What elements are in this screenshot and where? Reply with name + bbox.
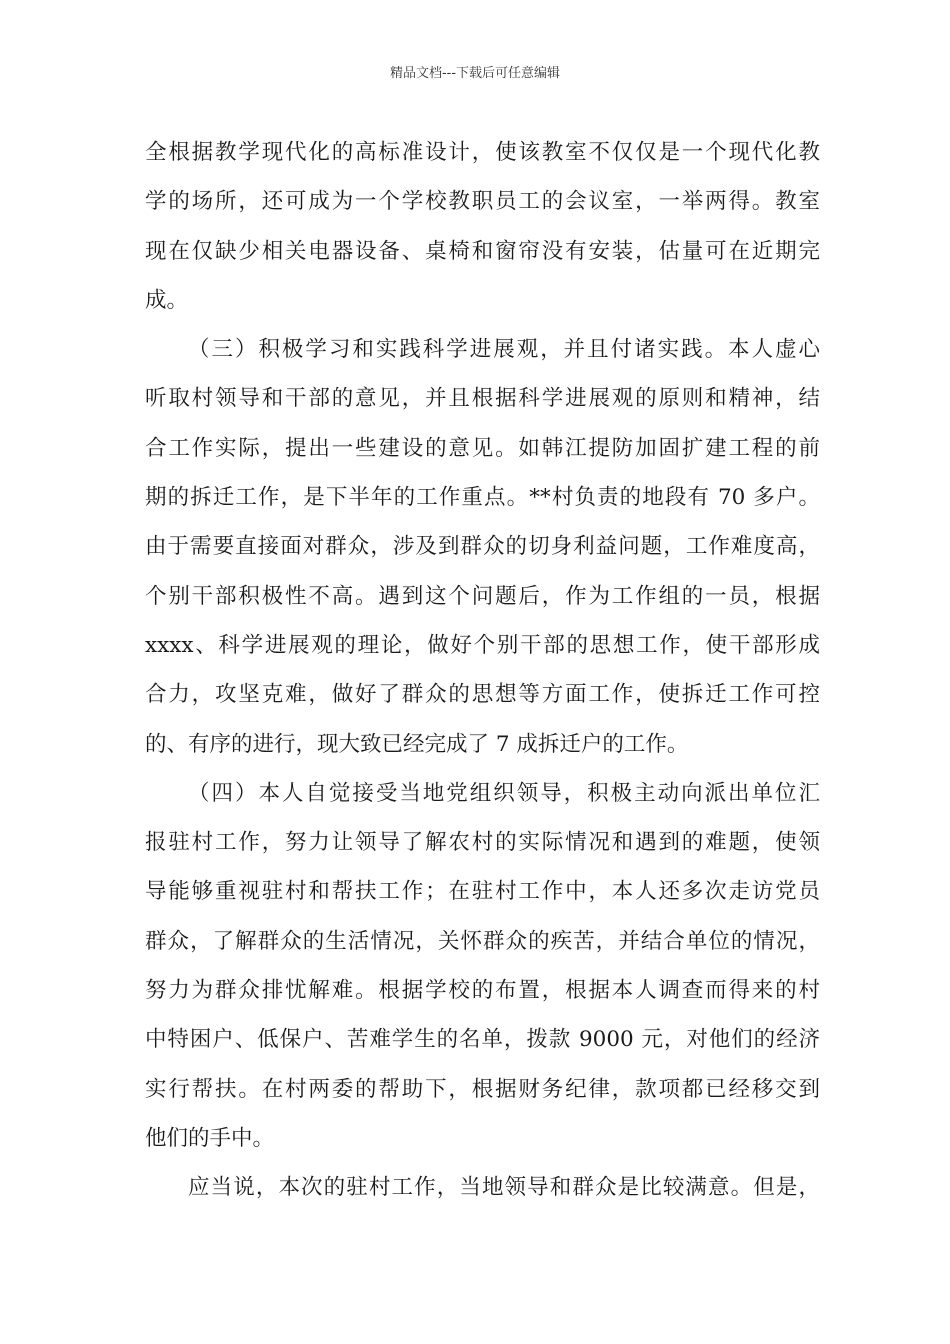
text-line: 学的场所，还可成为一个学校教职员工的会议室，一举两得。教室 (145, 189, 820, 215)
text-line: 听取村领导和干部的意见，并且根据科学进展观的原则和精神，结 (145, 386, 820, 412)
paragraph-3 (145, 769, 820, 1163)
text-line: 报驻村工作，努力让领导了解农村的实际情况和遇到的难题，使领 (145, 830, 820, 856)
text-line: 现在仅缺少相关电器设备、桌椅和窗帘没有安装，估量可在近期完 (145, 238, 820, 264)
text-line: 合力，攻坚克难，做好了群众的思想等方面工作，使拆迁工作可控 (145, 682, 820, 708)
text-line: 他们的手中。 (145, 1125, 275, 1151)
document-body (145, 128, 820, 1213)
page-header: 精品文档---下载后可任意编辑 (389, 66, 561, 81)
text-line: 期的拆迁工作，是下半年的工作重点。**村负责的地段有 70 多户。 (145, 485, 820, 511)
text-line: 个别干部积极性不高。遇到这个问题后，作为工作组的一员，根据 (145, 583, 820, 609)
text-line: 合工作实际，提出一些建设的意见。如韩江提防加固扩建工程的前 (145, 435, 820, 461)
text-line: 成。 (145, 287, 189, 313)
text-line: 由于需要直接面对群众，涉及到群众的切身利益问题，工作难度高， (145, 534, 820, 560)
paragraph-2 (145, 325, 820, 769)
text-line: 群众，了解群众的生活情况，关怀群众的疾苦，并结合单位的情况， (145, 928, 820, 954)
text-line: xxxx、科学进展观的理论，做好个别干部的思想工作，使干部形成 (145, 632, 820, 658)
paragraph-4 (145, 1163, 820, 1212)
text-line: 全根据教学现代化的高标准设计，使该教室不仅仅是一个现代化教 (145, 140, 820, 165)
text-line: 应当说，本次的驻村工作，当地领导和群众是比较满意。但是， (188, 1175, 820, 1201)
text-line: 的、有序的进行，现大致已经完成了 7 成拆迁户的工作。 (145, 731, 689, 757)
text-line: （四）本人自觉接受当地党组织领导，积极主动向派出单位汇 (188, 780, 820, 806)
text-line: 实行帮扶。在村两委的帮助下，根据财务纪律，款项都已经移交到 (145, 1076, 820, 1102)
text-line: （三）积极学习和实践科学进展观，并且付诸实践。本人虚心 (188, 337, 820, 363)
text-line: 努力为群众排忧解难。根据学校的布置，根据本人调查而得来的村 (145, 978, 820, 1004)
paragraph-1 (145, 128, 820, 325)
text-line: 中特困户、低保户、苦难学生的名单，拨款 9000 元，对他们的经济 (145, 1027, 820, 1053)
text-line: 导能够重视驻村和帮扶工作；在驻村工作中，本人还多次走访党员 (145, 879, 820, 905)
